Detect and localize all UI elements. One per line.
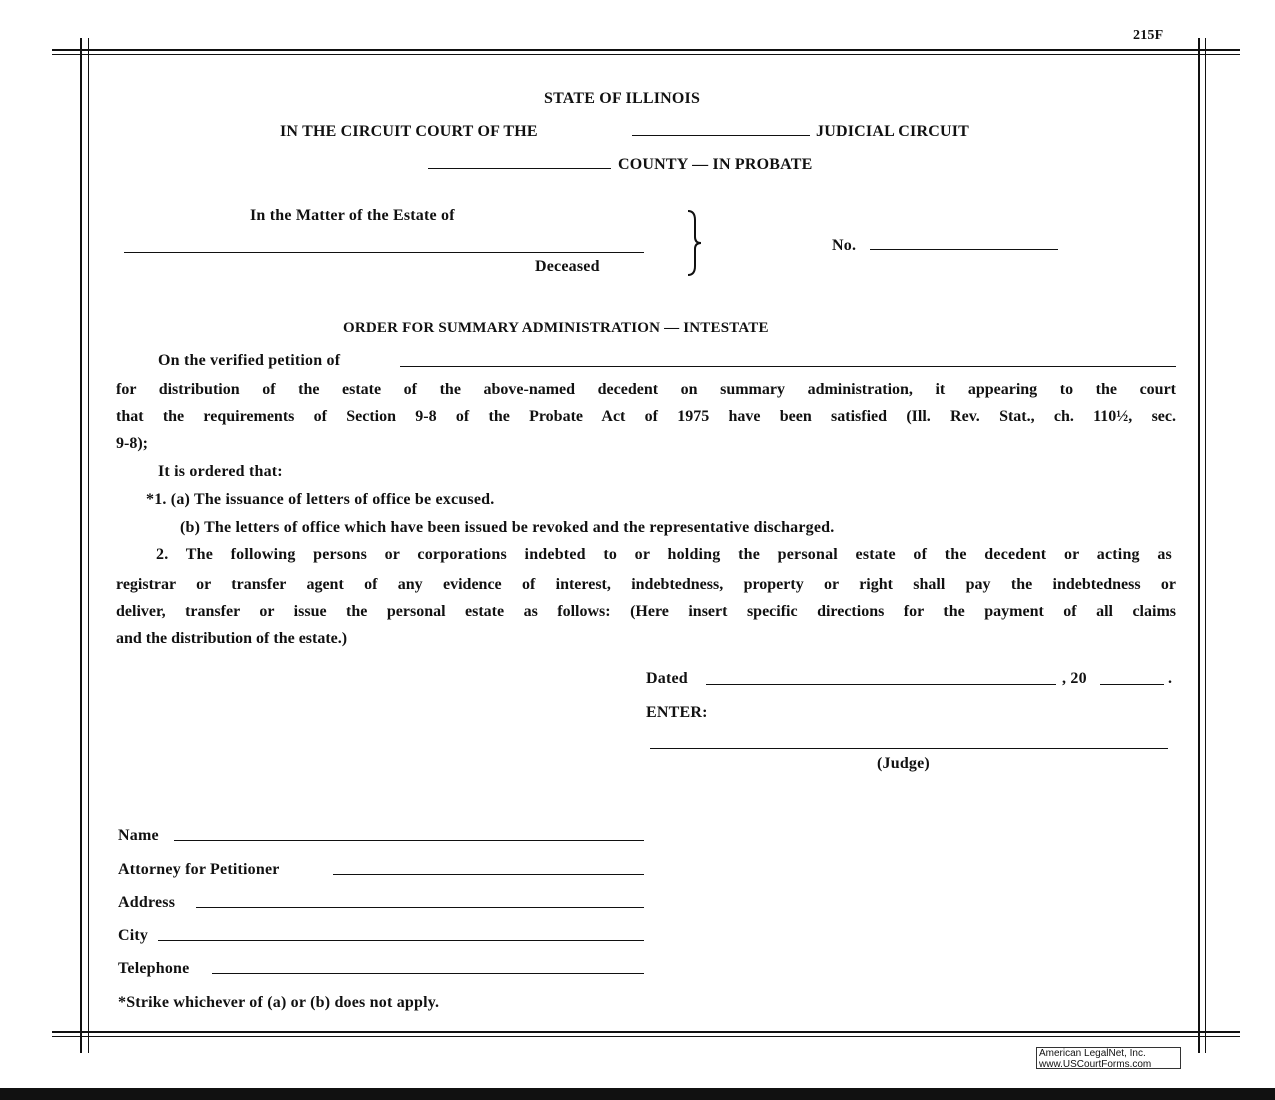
left-border-outer <box>80 38 82 1053</box>
item-1b: (b) The letters of office which have been issued be revoked and the representative discharged. <box>180 519 835 536</box>
telephone-label: Telephone <box>118 960 190 977</box>
scan-edge-band <box>0 1088 1275 1100</box>
dated-period: . <box>1168 670 1173 687</box>
petition-line-4: 9-8); <box>116 435 148 452</box>
attorney-label: Attorney for Petitioner <box>118 861 280 878</box>
caption-brace <box>684 208 704 278</box>
judicial-circuit-field[interactable] <box>632 135 810 136</box>
enter-label: ENTER: <box>646 704 708 721</box>
ordered-intro: It is ordered that: <box>158 463 283 480</box>
bottom-border-outer <box>52 1031 1240 1033</box>
address-field[interactable] <box>196 907 644 908</box>
court-prefix: IN THE CIRCUIT COURT OF THE <box>280 123 538 140</box>
city-label: City <box>118 927 149 944</box>
item-2-line-1: 2. The following persons or corporations indebted to or holding the personal estate of the decedent or acting as <box>156 546 1172 563</box>
right-border-outer <box>1198 38 1200 1053</box>
judge-label: (Judge) <box>877 755 930 772</box>
right-border-inner <box>1205 38 1206 1053</box>
case-number-label: No. <box>832 237 857 254</box>
form-number: 215F <box>1133 28 1164 43</box>
bottom-border-inner <box>52 1036 1240 1037</box>
petition-line-2: for distribution of the estate of the above-named decedent on summary administration, it appearing to the court <box>116 381 1176 398</box>
petition-intro: On the verified petition of <box>158 352 341 369</box>
dated-field[interactable] <box>706 684 1056 685</box>
item-2-paragraph <box>116 571 1176 652</box>
name-label: Name <box>118 827 159 844</box>
petition-paragraph <box>116 376 1176 457</box>
top-border-inner <box>52 54 1240 55</box>
judge-signature-field[interactable] <box>650 748 1168 749</box>
item-2-line-3: deliver, transfer or issue the personal estate as follows: (Here insert specific directions for the payment of all claims <box>116 603 1176 620</box>
city-field[interactable] <box>158 940 644 941</box>
county-suffix: COUNTY — IN PROBATE <box>618 156 813 173</box>
item-1a: *1. (a) The issuance of letters of office be excused. <box>146 491 495 508</box>
publisher-badge <box>1036 1047 1181 1069</box>
document-title: ORDER FOR SUMMARY ADMINISTRATION — INTESTATE <box>343 320 769 336</box>
name-field[interactable] <box>174 840 644 841</box>
petitioner-field[interactable] <box>400 366 1176 367</box>
year-field[interactable] <box>1100 684 1164 685</box>
attorney-field[interactable] <box>333 874 644 875</box>
decedent-name-field[interactable] <box>124 252 644 253</box>
year-prefix: , 20 <box>1062 670 1087 687</box>
dated-label: Dated <box>646 670 688 687</box>
case-number-field[interactable] <box>870 249 1058 250</box>
publisher-line-1: American LegalNet, Inc. <box>1039 1048 1146 1059</box>
state-heading: STATE OF ILLINOIS <box>544 90 701 107</box>
address-label: Address <box>118 894 176 911</box>
left-border-inner <box>88 38 89 1053</box>
petition-line-3: that the requirements of Section 9-8 of the Probate Act of 1975 have been satisfied (Ill. Rev. Stat., ch. 110½, sec. <box>116 408 1176 425</box>
county-field[interactable] <box>428 168 611 169</box>
footnote: *Strike whichever of (a) or (b) does not apply. <box>118 994 440 1011</box>
item-2-line-4: and the distribution of the estate.) <box>116 630 348 647</box>
court-suffix: JUDICIAL CIRCUIT <box>816 123 970 140</box>
estate-label: In the Matter of the Estate of <box>250 207 455 224</box>
telephone-field[interactable] <box>212 973 644 974</box>
publisher-line-2: www.USCourtForms.com <box>1039 1059 1152 1070</box>
deceased-label: Deceased <box>535 258 600 275</box>
top-border-outer <box>52 49 1240 51</box>
item-2-line-2: registrar or transfer agent of any evidence of interest, indebtedness, property or right shall pay the indebtedness or <box>116 576 1176 593</box>
